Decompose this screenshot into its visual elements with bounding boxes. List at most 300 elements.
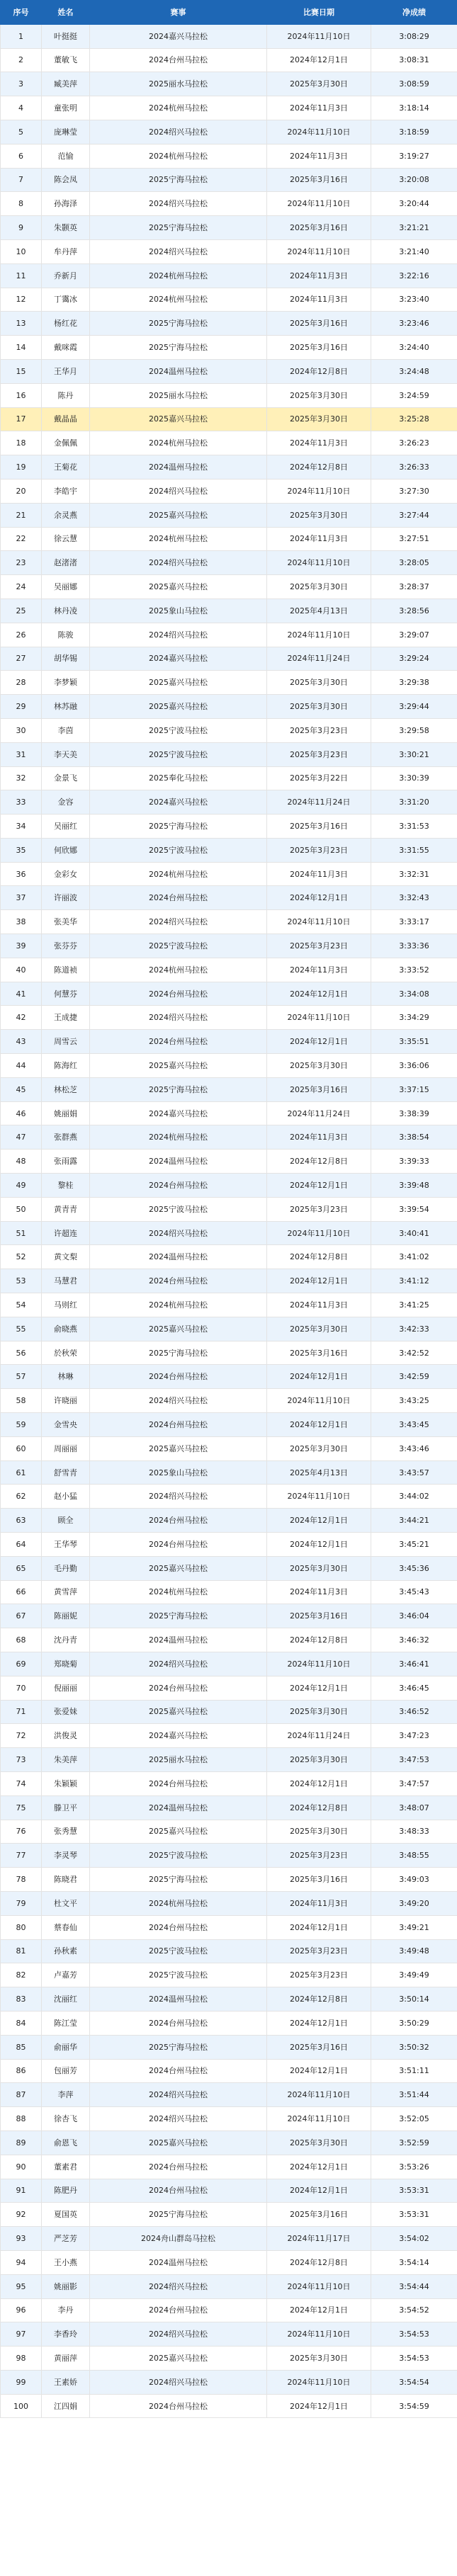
name-cell: 童张明 [42, 96, 90, 120]
table-row [1, 239, 457, 263]
event-cell: 2024杭州马拉松 [90, 144, 267, 168]
net-time-cell: 3:46:04 [371, 1604, 457, 1628]
net-time-cell: 3:48:55 [371, 1844, 457, 1868]
table-row [1, 2130, 457, 2155]
name-cell: 赵小猛 [42, 1485, 90, 1509]
table-row [1, 2083, 457, 2107]
table-row [1, 958, 457, 982]
table-row [1, 815, 457, 839]
header-date: 比赛日期 [267, 1, 371, 25]
name-cell: 黄青青 [42, 1197, 90, 1221]
table-row [1, 144, 457, 168]
date-cell: 2024年12月8日 [267, 1245, 371, 1269]
net-time-cell: 3:36:06 [371, 1054, 457, 1078]
rank-cell: 72 [1, 1724, 42, 1748]
name-cell: 戴晶晶 [42, 407, 90, 431]
date-cell: 2024年11月24日 [267, 647, 371, 671]
net-time-cell: 3:54:53 [371, 2322, 457, 2347]
event-cell: 2024台州马拉松 [90, 2394, 267, 2418]
table-row [1, 359, 457, 383]
date-cell: 2024年11月10日 [267, 479, 371, 503]
event-cell: 2024台州马拉松 [90, 48, 267, 72]
name-cell: 王华月 [42, 359, 90, 383]
event-cell: 2024绍兴马拉松 [90, 2107, 267, 2131]
net-time-cell: 3:37:15 [371, 1077, 457, 1101]
event-cell: 2024温州马拉松 [90, 1987, 267, 2012]
name-cell: 王菊花 [42, 455, 90, 480]
rank-cell: 99 [1, 2370, 42, 2394]
name-cell: 牟丹萍 [42, 239, 90, 263]
date-cell: 2025年3月16日 [267, 312, 371, 336]
rank-cell: 35 [1, 838, 42, 862]
date-cell: 2024年12月1日 [267, 2298, 371, 2322]
date-cell: 2024年11月3日 [267, 958, 371, 982]
net-time-cell: 3:52:05 [371, 2107, 457, 2131]
name-cell: 庞琳莹 [42, 120, 90, 144]
rank-cell: 75 [1, 1795, 42, 1820]
net-time-cell: 3:39:33 [371, 1150, 457, 1174]
table-row [1, 383, 457, 407]
name-cell: 林苏融 [42, 695, 90, 719]
table-row [1, 24, 457, 48]
name-cell: 陈江莹 [42, 2011, 90, 2035]
table-row [1, 2059, 457, 2083]
date-cell: 2024年11月10日 [267, 24, 371, 48]
rank-cell: 25 [1, 598, 42, 623]
table-row [1, 862, 457, 886]
name-cell: 张芬芬 [42, 934, 90, 958]
net-time-cell: 3:39:48 [371, 1174, 457, 1198]
net-time-cell: 3:38:54 [371, 1125, 457, 1150]
rank-cell: 6 [1, 144, 42, 168]
name-cell: 陈道祯 [42, 958, 90, 982]
rank-cell: 86 [1, 2059, 42, 2083]
net-time-cell: 3:54:02 [371, 2227, 457, 2251]
rank-cell: 82 [1, 1963, 42, 1987]
name-cell: 许晓丽 [42, 1389, 90, 1413]
date-cell: 2025年3月16日 [267, 336, 371, 360]
name-cell: 许超连 [42, 1221, 90, 1245]
date-cell: 2024年11月3日 [267, 288, 371, 312]
name-cell: 吴丽娜 [42, 575, 90, 599]
event-cell: 2025宁海马拉松 [90, 2203, 267, 2227]
rank-cell: 64 [1, 1533, 42, 1557]
net-time-cell: 3:45:21 [371, 1533, 457, 1557]
name-cell: 孙海泽 [42, 192, 90, 216]
event-cell: 2024绍兴马拉松 [90, 239, 267, 263]
name-cell: 夏国英 [42, 2203, 90, 2227]
table-row [1, 1748, 457, 1772]
name-cell: 李天美 [42, 742, 90, 766]
table-row [1, 1030, 457, 1054]
date-cell: 2025年3月30日 [267, 575, 371, 599]
name-cell: 陈丹 [42, 383, 90, 407]
rank-cell: 93 [1, 2227, 42, 2251]
date-cell: 2024年12月1日 [267, 2394, 371, 2418]
net-time-cell: 3:30:21 [371, 742, 457, 766]
rank-cell: 28 [1, 671, 42, 695]
rank-cell: 31 [1, 742, 42, 766]
name-cell: 滕卫平 [42, 1795, 90, 1820]
name-cell: 金雪央 [42, 1413, 90, 1437]
net-time-cell: 3:41:02 [371, 1245, 457, 1269]
event-cell: 2024台州马拉松 [90, 1413, 267, 1437]
event-cell: 2024温州马拉松 [90, 1245, 267, 1269]
rank-cell: 87 [1, 2083, 42, 2107]
event-cell: 2025象山马拉松 [90, 598, 267, 623]
rank-cell: 20 [1, 479, 42, 503]
date-cell: 2024年12月1日 [267, 2059, 371, 2083]
event-cell: 2025嘉兴马拉松 [90, 407, 267, 431]
net-time-cell: 3:26:33 [371, 455, 457, 480]
date-cell: 2025年3月30日 [267, 1820, 371, 1844]
net-time-cell: 3:21:40 [371, 239, 457, 263]
net-time-cell: 3:54:54 [371, 2370, 457, 2394]
event-cell: 2025宁海马拉松 [90, 1604, 267, 1628]
table-row [1, 1006, 457, 1030]
date-cell: 2024年12月1日 [267, 1509, 371, 1533]
name-cell: 张群燕 [42, 1125, 90, 1150]
event-cell: 2025象山马拉松 [90, 1460, 267, 1485]
table-row [1, 623, 457, 647]
net-time-cell: 3:08:29 [371, 24, 457, 48]
name-cell: 俞晓燕 [42, 1317, 90, 1341]
date-cell: 2024年11月10日 [267, 623, 371, 647]
date-cell: 2024年11月3日 [267, 527, 371, 551]
table-row [1, 1365, 457, 1389]
table-row [1, 48, 457, 72]
net-time-cell: 3:34:08 [371, 982, 457, 1006]
table-row [1, 168, 457, 192]
name-cell: 王成捷 [42, 1006, 90, 1030]
net-time-cell: 3:29:24 [371, 647, 457, 671]
table-row [1, 503, 457, 527]
date-cell: 2024年11月24日 [267, 1724, 371, 1748]
event-cell: 2024绍兴马拉松 [90, 192, 267, 216]
table-row [1, 1700, 457, 1724]
event-cell: 2024嘉兴马拉松 [90, 647, 267, 671]
net-time-cell: 3:48:33 [371, 1820, 457, 1844]
name-cell: 江四娟 [42, 2394, 90, 2418]
net-time-cell: 3:50:32 [371, 2035, 457, 2059]
date-cell: 2025年4月13日 [267, 1460, 371, 1485]
table-row [1, 1293, 457, 1317]
date-cell: 2025年3月30日 [267, 1556, 371, 1580]
date-cell: 2025年3月16日 [267, 1868, 371, 1892]
table-row [1, 1820, 457, 1844]
name-cell: 何慧芬 [42, 982, 90, 1006]
rank-cell: 40 [1, 958, 42, 982]
rank-cell: 2 [1, 48, 42, 72]
date-cell: 2024年12月8日 [267, 2250, 371, 2274]
rank-cell: 15 [1, 359, 42, 383]
date-cell: 2025年3月23日 [267, 718, 371, 742]
net-time-cell: 3:29:07 [371, 623, 457, 647]
table-row [1, 1795, 457, 1820]
rank-cell: 73 [1, 1748, 42, 1772]
net-time-cell: 3:54:59 [371, 2394, 457, 2418]
header-rank: 序号 [1, 1, 42, 25]
event-cell: 2024绍兴马拉松 [90, 2083, 267, 2107]
rank-cell: 47 [1, 1125, 42, 1150]
table-row [1, 766, 457, 790]
rank-cell: 85 [1, 2035, 42, 2059]
table-row [1, 479, 457, 503]
rank-cell: 53 [1, 1269, 42, 1293]
net-time-cell: 3:22:16 [371, 263, 457, 288]
event-cell: 2024绍兴马拉松 [90, 910, 267, 934]
table-row [1, 1101, 457, 1125]
event-cell: 2024台州马拉松 [90, 1365, 267, 1389]
event-cell: 2024杭州马拉松 [90, 1293, 267, 1317]
name-cell: 余灵燕 [42, 503, 90, 527]
rank-cell: 11 [1, 263, 42, 288]
event-cell: 2024台州马拉松 [90, 1269, 267, 1293]
event-cell: 2024杭州马拉松 [90, 431, 267, 455]
net-time-cell: 3:54:53 [371, 2347, 457, 2371]
date-cell: 2024年12月8日 [267, 1795, 371, 1820]
rank-cell: 90 [1, 2155, 42, 2179]
event-cell: 2025嘉兴马拉松 [90, 671, 267, 695]
table-row [1, 1724, 457, 1748]
net-time-cell: 3:43:57 [371, 1460, 457, 1485]
name-cell: 朱美萍 [42, 1748, 90, 1772]
net-time-cell: 3:29:44 [371, 695, 457, 719]
table-row [1, 1389, 457, 1413]
net-time-cell: 3:20:08 [371, 168, 457, 192]
event-cell: 2024绍兴马拉松 [90, 2370, 267, 2394]
net-time-cell: 3:31:20 [371, 790, 457, 815]
event-cell: 2024台州马拉松 [90, 982, 267, 1006]
name-cell: 顾全 [42, 1509, 90, 1533]
table-row [1, 263, 457, 288]
table-row [1, 551, 457, 575]
date-cell: 2025年3月30日 [267, 1748, 371, 1772]
event-cell: 2025嘉兴马拉松 [90, 1820, 267, 1844]
table-row [1, 1197, 457, 1221]
rank-cell: 71 [1, 1700, 42, 1724]
name-cell: 林松芝 [42, 1077, 90, 1101]
net-time-cell: 3:20:44 [371, 192, 457, 216]
rank-cell: 100 [1, 2394, 42, 2418]
table-row [1, 336, 457, 360]
table-row [1, 1580, 457, 1604]
net-time-cell: 3:49:03 [371, 1868, 457, 1892]
net-time-cell: 3:46:32 [371, 1628, 457, 1652]
event-cell: 2024台州马拉松 [90, 1771, 267, 1795]
name-cell: 金彩女 [42, 862, 90, 886]
table-row [1, 2322, 457, 2347]
rank-cell: 62 [1, 1485, 42, 1509]
rank-cell: 18 [1, 431, 42, 455]
rank-cell: 46 [1, 1101, 42, 1125]
rank-cell: 30 [1, 718, 42, 742]
table-row [1, 934, 457, 958]
table-row [1, 910, 457, 934]
net-time-cell: 3:45:43 [371, 1580, 457, 1604]
net-time-cell: 3:23:40 [371, 288, 457, 312]
net-time-cell: 3:25:28 [371, 407, 457, 431]
name-cell: 周雪云 [42, 1030, 90, 1054]
event-cell: 2025嘉兴马拉松 [90, 1700, 267, 1724]
table-row [1, 1915, 457, 1939]
event-cell: 2025宁波马拉松 [90, 742, 267, 766]
rank-cell: 56 [1, 1341, 42, 1365]
event-cell: 2025丽水马拉松 [90, 1748, 267, 1772]
date-cell: 2025年3月30日 [267, 1317, 371, 1341]
table-row [1, 1533, 457, 1557]
date-cell: 2024年12月1日 [267, 1915, 371, 1939]
table-row [1, 742, 457, 766]
table-row [1, 1987, 457, 2012]
date-cell: 2025年3月30日 [267, 407, 371, 431]
event-cell: 2024绍兴马拉松 [90, 120, 267, 144]
date-cell: 2024年11月10日 [267, 1652, 371, 1676]
table-row [1, 1317, 457, 1341]
rank-cell: 70 [1, 1676, 42, 1700]
event-cell: 2024绍兴马拉松 [90, 2322, 267, 2347]
table-row [1, 695, 457, 719]
name-cell: 朱颖颖 [42, 1771, 90, 1795]
table-row [1, 1174, 457, 1198]
rank-cell: 38 [1, 910, 42, 934]
table-row [1, 1054, 457, 1078]
event-cell: 2024台州马拉松 [90, 1915, 267, 1939]
event-cell: 2025宁海马拉松 [90, 815, 267, 839]
rank-cell: 81 [1, 1939, 42, 1963]
name-cell: 郑晓菊 [42, 1652, 90, 1676]
rank-cell: 34 [1, 815, 42, 839]
name-cell: 董敏飞 [42, 48, 90, 72]
net-time-cell: 3:32:43 [371, 886, 457, 910]
date-cell: 2024年11月10日 [267, 2370, 371, 2394]
rank-cell: 78 [1, 1868, 42, 1892]
rank-cell: 79 [1, 1891, 42, 1915]
date-cell: 2025年3月16日 [267, 1077, 371, 1101]
date-cell: 2025年3月30日 [267, 383, 371, 407]
name-cell: 何欣娜 [42, 838, 90, 862]
date-cell: 2024年11月10日 [267, 1485, 371, 1509]
date-cell: 2025年3月23日 [267, 1197, 371, 1221]
name-cell: 林丹凌 [42, 598, 90, 623]
net-time-cell: 3:30:39 [371, 766, 457, 790]
net-time-cell: 3:29:58 [371, 718, 457, 742]
name-cell: 毛丹勤 [42, 1556, 90, 1580]
event-cell: 2024绍兴马拉松 [90, 1221, 267, 1245]
net-time-cell: 3:31:53 [371, 815, 457, 839]
event-cell: 2025嘉兴马拉松 [90, 503, 267, 527]
date-cell: 2024年12月1日 [267, 1174, 371, 1198]
name-cell: 李萍 [42, 2083, 90, 2107]
name-cell: 舒雪青 [42, 1460, 90, 1485]
event-cell: 2024嘉兴马拉松 [90, 1724, 267, 1748]
name-cell: 陈肥丹 [42, 2179, 90, 2203]
rank-cell: 26 [1, 623, 42, 647]
name-cell: 黄文梨 [42, 1245, 90, 1269]
event-cell: 2024舟山群岛马拉松 [90, 2227, 267, 2251]
date-cell: 2025年3月23日 [267, 1844, 371, 1868]
table-row [1, 1652, 457, 1676]
event-cell: 2024台州马拉松 [90, 1533, 267, 1557]
net-time-cell: 3:53:26 [371, 2155, 457, 2179]
date-cell: 2024年11月3日 [267, 862, 371, 886]
rank-cell: 55 [1, 1317, 42, 1341]
table-row [1, 120, 457, 144]
event-cell: 2024温州马拉松 [90, 1150, 267, 1174]
date-cell: 2025年4月13日 [267, 598, 371, 623]
net-time-cell: 3:27:44 [371, 503, 457, 527]
name-cell: 俞恩飞 [42, 2130, 90, 2155]
table-row [1, 1676, 457, 1700]
rank-cell: 4 [1, 96, 42, 120]
name-cell: 金景飞 [42, 766, 90, 790]
name-cell: 李梦颖 [42, 671, 90, 695]
rank-cell: 66 [1, 1580, 42, 1604]
name-cell: 於秋荣 [42, 1341, 90, 1365]
rank-cell: 96 [1, 2298, 42, 2322]
name-cell: 蔡春仙 [42, 1915, 90, 1939]
net-time-cell: 3:41:25 [371, 1293, 457, 1317]
date-cell: 2025年3月30日 [267, 2347, 371, 2371]
date-cell: 2024年12月1日 [267, 1030, 371, 1054]
table-row [1, 1556, 457, 1580]
rank-cell: 12 [1, 288, 42, 312]
table-row [1, 1844, 457, 1868]
event-cell: 2024杭州马拉松 [90, 96, 267, 120]
table-row [1, 1771, 457, 1795]
net-time-cell: 3:53:31 [371, 2179, 457, 2203]
table-row [1, 2011, 457, 2035]
name-cell: 沈丹青 [42, 1628, 90, 1652]
date-cell: 2024年12月1日 [267, 48, 371, 72]
event-cell: 2025宁波马拉松 [90, 934, 267, 958]
event-cell: 2025嘉兴马拉松 [90, 695, 267, 719]
event-cell: 2025奉化马拉松 [90, 766, 267, 790]
date-cell: 2024年11月10日 [267, 2083, 371, 2107]
rank-cell: 1 [1, 24, 42, 48]
net-time-cell: 3:42:33 [371, 1317, 457, 1341]
date-cell: 2025年3月30日 [267, 1054, 371, 1078]
table-row [1, 575, 457, 599]
event-cell: 2025宁波马拉松 [90, 838, 267, 862]
event-cell: 2024杭州马拉松 [90, 263, 267, 288]
event-cell: 2024台州马拉松 [90, 2155, 267, 2179]
rank-cell: 10 [1, 239, 42, 263]
net-time-cell: 3:35:51 [371, 1030, 457, 1054]
event-cell: 2025丽水马拉松 [90, 72, 267, 96]
date-cell: 2024年12月1日 [267, 982, 371, 1006]
date-cell: 2024年11月3日 [267, 144, 371, 168]
net-time-cell: 3:26:23 [371, 431, 457, 455]
date-cell: 2025年3月16日 [267, 216, 371, 240]
date-cell: 2025年3月30日 [267, 1700, 371, 1724]
table-row [1, 2179, 457, 2203]
table-row [1, 671, 457, 695]
date-cell: 2025年3月30日 [267, 671, 371, 695]
table-row [1, 1245, 457, 1269]
table-row [1, 1077, 457, 1101]
date-cell: 2025年3月23日 [267, 1963, 371, 1987]
rank-cell: 16 [1, 383, 42, 407]
net-time-cell: 3:47:57 [371, 1771, 457, 1795]
net-time-cell: 3:50:14 [371, 1987, 457, 2012]
name-cell: 卢嘉芳 [42, 1963, 90, 1987]
net-time-cell: 3:49:20 [371, 1891, 457, 1915]
rank-cell: 94 [1, 2250, 42, 2274]
net-time-cell: 3:47:23 [371, 1724, 457, 1748]
date-cell: 2024年11月17日 [267, 2227, 371, 2251]
rank-cell: 61 [1, 1460, 42, 1485]
